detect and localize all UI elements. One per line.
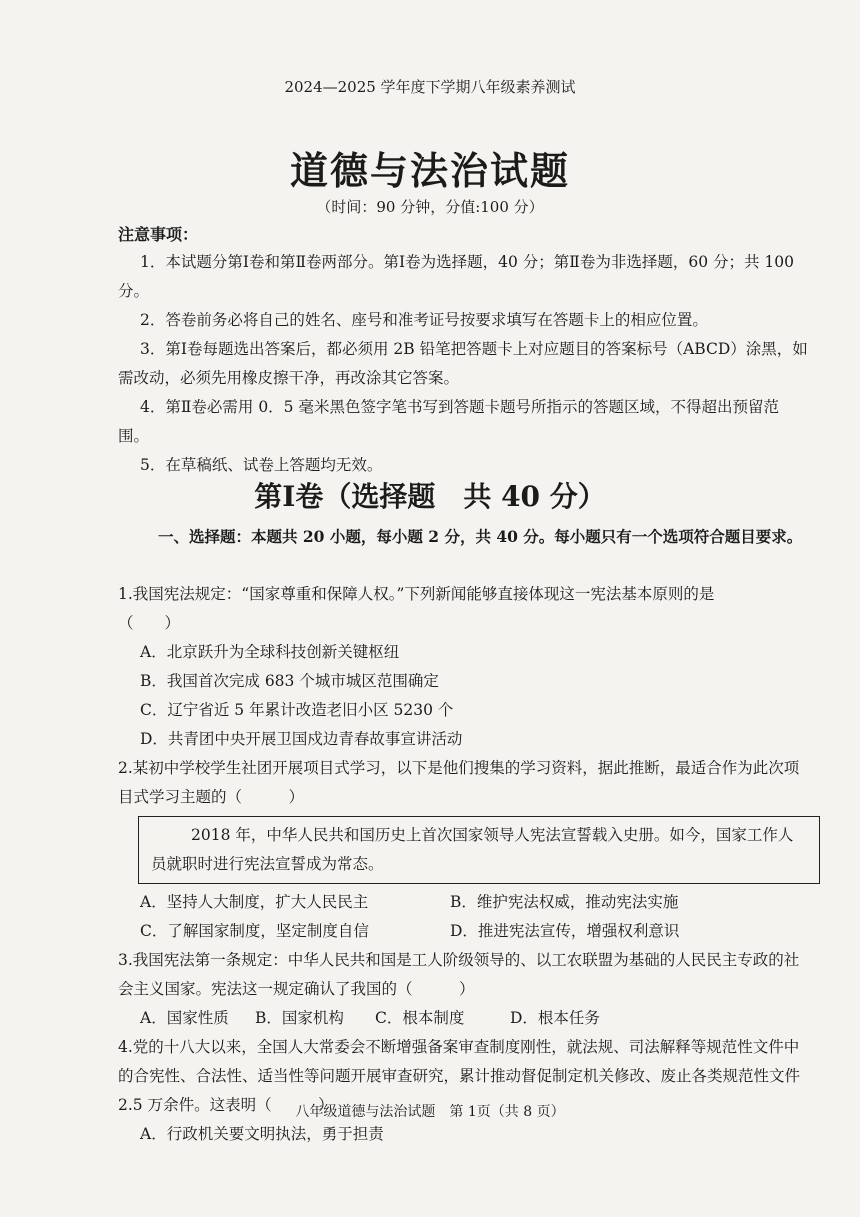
- notice-heading: 注意事项：: [118, 225, 199, 244]
- option-1b: B．我国首次完成 683 个城市城区范围确定: [140, 672, 439, 690]
- page-footer: 八年级道德与法治试题 第 1页（共 8 页）: [295, 1104, 565, 1120]
- question-1-text: 1.我国宪法规定：“国家尊重和保障人权。”下列新闻能够直接体现这一宪法基本原则的是: [118, 585, 715, 603]
- page-title: 道德与法治试题: [289, 148, 570, 193]
- option-2c: C．了解国家制度，坚定制度自信: [140, 922, 369, 940]
- question-4-stem: 4.党的十八大以来，全国人大常委会不断增强备案审查制度刚性，就法规、司法解释等规范性文件中的合宪性、合法性、适当性等问题开展审查研究，累计推动督促制定机关修改、废止各类规范性文件 2.5 万余件。这表明（ ）: [118, 1038, 801, 1114]
- section-intro: 一、选择题：本题共 20 小题，每小题 2 分，共 40 分。每小题只有一个选项符合题目要求。: [158, 527, 803, 546]
- material-box: 2018 年，中华人民共和国历史上首次国家领导人宪法宣誓载入史册。如今，国家工作人员就职时进行宪法宣誓成为常态。: [138, 816, 820, 884]
- question-1-blank: （ ）: [118, 614, 181, 632]
- notice-list: [118, 248, 808, 480]
- option-1a: A．北京跃升为全球科技创新关键枢纽: [140, 643, 400, 661]
- option-3b: B．国家机构: [255, 1009, 344, 1027]
- notice-item: 3．第Ⅰ卷每题选出答案后，都必须用 2B 铅笔把答题卡上对应题目的答案标号（ABCD）涂黑，如需改动，必须先用橡皮擦干净，再改涂其它答案。: [118, 340, 808, 387]
- option-row-2-1: [118, 888, 808, 917]
- notice-item: 4．第Ⅱ卷必需用 0．5 毫米黑色签字笔书写到答题卡题号所指示的答题区域，不得超出预留范围。: [118, 398, 779, 445]
- option-1d: D．共青团中央开展卫国戍边青春故事宣讲活动: [140, 730, 463, 748]
- exam-header: 2024—2025 学年度下学期八年级素养测试: [284, 78, 576, 96]
- notice-item: 1．本试题分第Ⅰ卷和第Ⅱ卷两部分。第Ⅰ卷为选择题，40 分；第Ⅱ卷为非选择题，60 分；共 100 分。: [118, 253, 794, 300]
- question-3-stem: 3.我国宪法第一条规定：中华人民共和国是工人阶级领导的、以工农联盟为基础的人民民主专政的社会主义国家。宪法这一规定确认了我国的（ ）: [118, 951, 800, 998]
- option-3d: D．根本任务: [510, 1009, 600, 1027]
- option-2a: A．坚持人大制度，扩大人民民主: [140, 893, 369, 911]
- option-3c: C．根本制度: [375, 1009, 465, 1027]
- question-2-stem: 2.某初中学校学生社团开展项目式学习，以下是他们搜集的学习资料，据此推断，最适合作为此次项目式学习主题的（ ）: [118, 759, 800, 806]
- time-info: （时间：90 分钟，分值:100 分）: [316, 198, 544, 216]
- option-row-3: [118, 1004, 808, 1033]
- option-4a: A．行政机关要文明执法，勇于担责: [140, 1125, 384, 1143]
- option-row-2-2: [118, 917, 808, 946]
- option-2d: D．推进宪法宣传，增强权利意识: [450, 922, 680, 940]
- option-2b: B．维护宪法权威，推动宪法实施: [450, 893, 679, 911]
- section-title: 第Ⅰ卷（选择题 共 40 分）: [254, 480, 606, 513]
- notice-item: 5．在草稿纸、试卷上答题均无效。: [140, 456, 383, 474]
- option-1c: C．辽宁省近 5 年累计改造老旧小区 5230 个: [140, 701, 454, 719]
- question-list: [118, 580, 808, 1149]
- option-3a: A．国家性质: [140, 1009, 229, 1027]
- notice-item: 2．答卷前务必将自己的姓名、座号和准考证号按要求填写在答题卡上的相应位置。: [140, 311, 708, 329]
- question-1-stem: [118, 580, 808, 609]
